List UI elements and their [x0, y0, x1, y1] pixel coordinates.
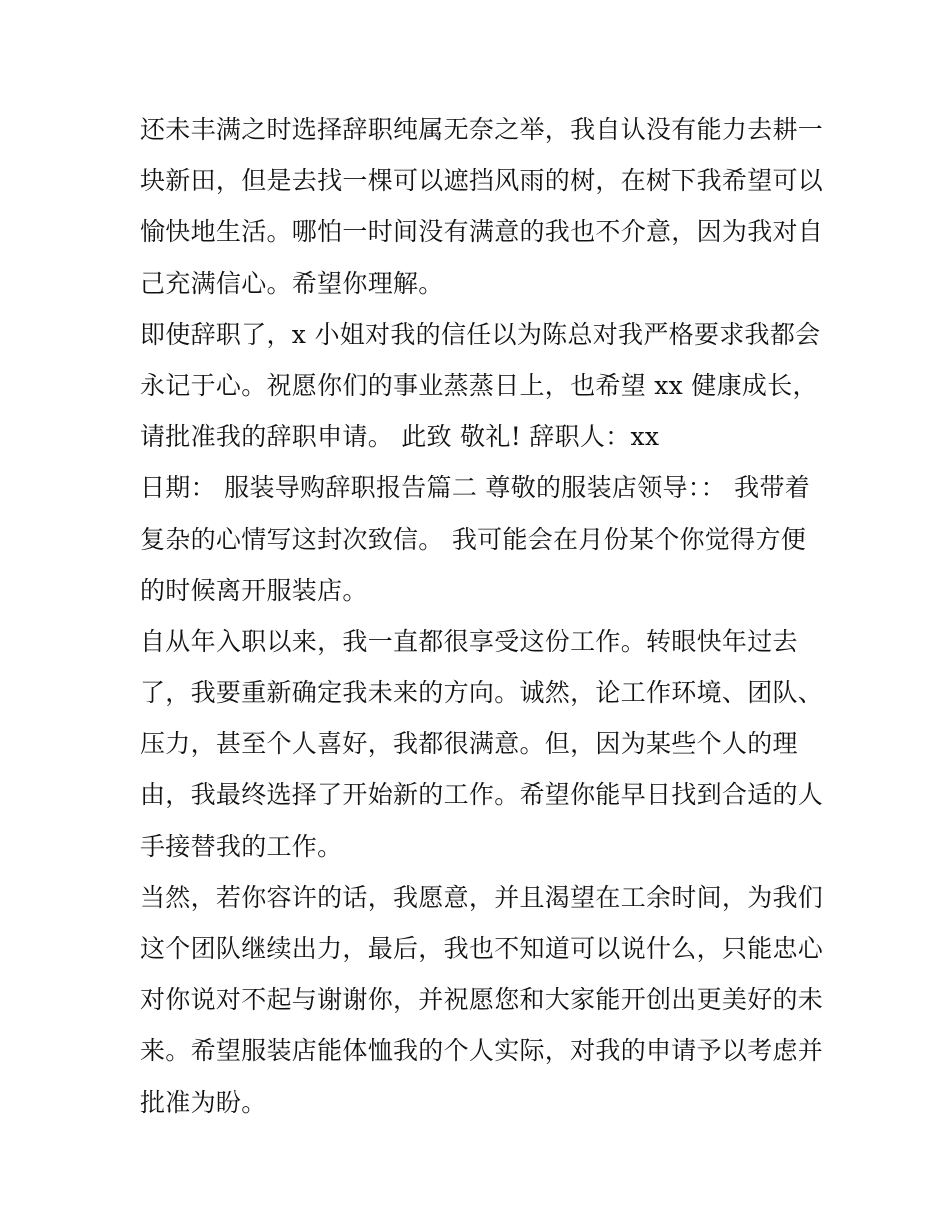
text-line: 的时候离开服装店。 — [140, 575, 368, 605]
text-line: 愉快地生活。哪怕一时间没有满意的我也不介意，因为我对自 — [140, 217, 824, 247]
text-line: 当然，若你容许的话，我愿意，并且渴望在工余时间，为我们 — [140, 882, 824, 912]
text-line: 对你说对不起与谢谢你，并祝愿您和大家能开创出更美好的未 — [140, 985, 824, 1015]
text-line: 了，我要重新确定我未来的方向。诚然，论工作环境、团队、 — [140, 678, 824, 708]
text-line: 己充满信心。希望你理解。 — [140, 268, 444, 298]
text-line: 批准为盼。 — [140, 1087, 267, 1117]
text-line: 即使辞职了，x 小姐对我的信任以为陈总对我严格要求我都会 — [140, 319, 821, 349]
text-line: 来。希望服装店能体恤我的个人实际，对我的申请予以考虑并 — [140, 1036, 824, 1066]
text-line: 复杂的心情写这封次致信。 我可能会在月份某个你觉得方便 — [140, 524, 807, 554]
text-line: 请批准我的辞职申请。 此致 敬礼! 辞职人：xx — [140, 422, 660, 452]
text-line: 手接替我的工作。 — [140, 831, 343, 861]
document-body — [140, 104, 824, 1128]
text-line: 这个团队继续出力，最后，我也不知道可以说什么，只能忠心 — [140, 934, 824, 963]
text-line: 还未丰满之时选择辞职纯属无奈之举，我自认没有能力去耕一 — [140, 115, 824, 144]
text-line: 日期： 服装导购辞职报告篇二 尊敬的服装店领导：： 我带着 — [140, 473, 811, 503]
text-line: 块新田，但是去找一棵可以遮挡风雨的树，在树下我希望可以 — [140, 166, 824, 196]
text-line: 自从年入职以来，我一直都很享受这份工作。转眼快年过去 — [140, 626, 798, 656]
text-line: 压力，甚至个人喜好，我都很满意。但，因为某些个人的理 — [140, 729, 798, 759]
text-line: 永记于心。祝愿你们的事业蒸蒸日上，也希望 xx 健康成长， — [140, 370, 818, 400]
text-line: 由，我最终选择了开始新的工作。希望你能早日找到合适的人 — [140, 780, 824, 810]
